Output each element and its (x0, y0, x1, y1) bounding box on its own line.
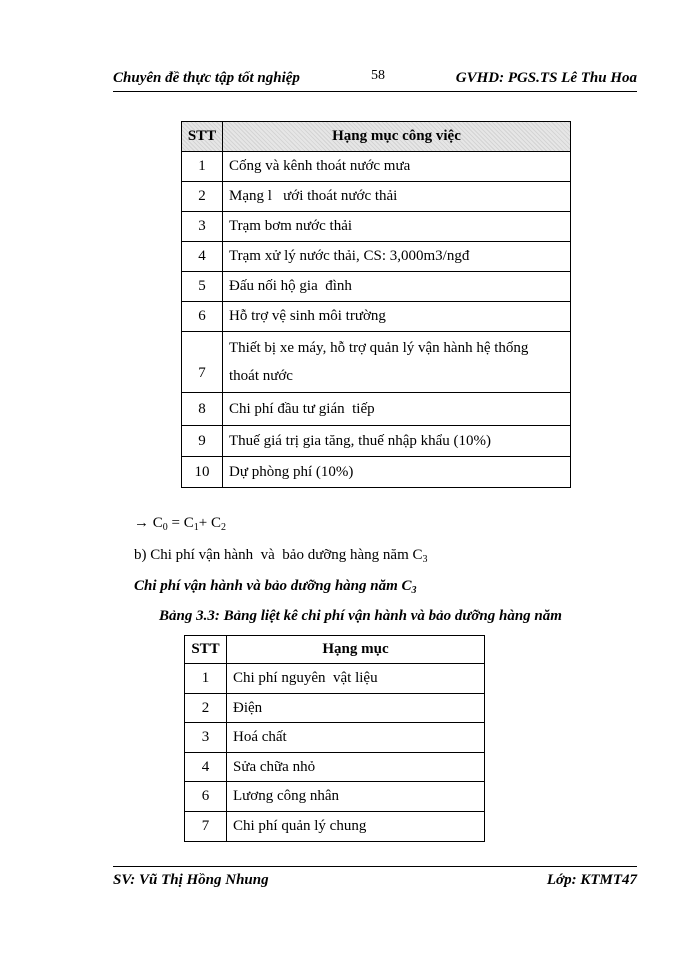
item-cell (223, 332, 571, 393)
item-cell: Chi phí quản lý chung (227, 812, 485, 842)
item-cell: Lương công nhân (227, 782, 485, 812)
item-cell: Hỗ trợ vệ sinh môi trường (223, 302, 571, 332)
item-cell: Đấu nối hộ gia đình (223, 272, 571, 302)
stt-cell: 6 (185, 782, 227, 812)
header-rule (113, 91, 637, 92)
col-stt-header: STT (182, 122, 223, 152)
table-row (182, 302, 571, 332)
stt-cell: 6 (182, 302, 223, 332)
table-row (185, 694, 485, 723)
table-row (182, 212, 571, 242)
item-line-1: Thiết bị xe máy, hỗ trợ quản lý vận hành hệ thống (229, 340, 529, 356)
item-cell: Thuế giá trị gia tăng, thuế nhập khẩu (10%) (223, 426, 571, 457)
table-row (182, 152, 571, 182)
table-row (182, 426, 571, 457)
page-number: 58 (371, 68, 385, 83)
table-row (185, 664, 485, 694)
item-cell: Chi phí nguyên vật liệu (227, 664, 485, 694)
table-row (182, 272, 571, 302)
item-cell: Mạng l ưới thoát nước thải (223, 182, 571, 212)
stt-cell: 4 (185, 753, 227, 782)
footer-student: SV: Vũ Thị Hồng Nhung (113, 872, 269, 888)
stt-cell: 10 (182, 457, 223, 488)
item-cell: Sửa chữa nhỏ (227, 753, 485, 782)
stt-cell: 9 (182, 426, 223, 457)
stt-cell: 3 (182, 212, 223, 242)
col-stt-header: STT (185, 636, 227, 664)
col-item-header: Hạng mục (227, 636, 485, 664)
table-row (182, 332, 571, 393)
stt-cell: 7 (182, 332, 223, 393)
table-row (185, 812, 485, 842)
stt-cell: 8 (182, 393, 223, 426)
page-footer (113, 872, 637, 889)
table-row (182, 393, 571, 426)
arrow-icon: → (134, 515, 149, 531)
stt-cell: 4 (182, 242, 223, 272)
table-header-row (182, 122, 571, 152)
page-header (113, 66, 637, 90)
section-b-heading: b) Chi phí vận hành và bảo dưỡng hàng năm $C_3$ (134, 547, 428, 565)
work-items-table (181, 121, 571, 488)
item-cell: Hoá chất (227, 723, 485, 753)
table-caption: Bảng 3.3: Bảng liệt kê chi phí vận hành và bảo dưỡng hàng năm (159, 608, 562, 624)
table-row (182, 182, 571, 212)
footer-rule (113, 866, 637, 867)
item-cell: Cống và kênh thoát nước mưa (223, 152, 571, 182)
item-line-2: thoát nước (229, 368, 293, 384)
cost-formula: → $C_0 = C_1+ C_2$ (134, 515, 226, 533)
item-cell: Chi phí đầu tư gián tiếp (223, 393, 571, 426)
subheading: Chi phí vận hành và bảo dưỡng hàng năm $C_3$ (134, 578, 417, 596)
stt-cell: 7 (185, 812, 227, 842)
item-cell: Trạm xử lý nước thải, CS: 3,000m3/ngđ (223, 242, 571, 272)
item-cell: Dự phòng phí (10%) (223, 457, 571, 488)
col-item-header: Hạng mục công việc (223, 122, 571, 152)
header-title: Chuyên đề thực tập tốt nghiệp (113, 70, 300, 86)
table-header-row (185, 636, 485, 664)
table-row (185, 782, 485, 812)
item-cell: Điện (227, 694, 485, 723)
stt-cell: 2 (182, 182, 223, 212)
table-row (185, 723, 485, 753)
operating-costs-table (184, 635, 485, 842)
stt-cell: 3 (185, 723, 227, 753)
table-row (182, 242, 571, 272)
stt-cell: 1 (182, 152, 223, 182)
header-advisor: GVHD: PGS.TS Lê Thu Hoa (455, 70, 637, 86)
table-row (182, 457, 571, 488)
footer-class: Lớp: KTMT47 (546, 872, 637, 888)
table-row (185, 753, 485, 782)
stt-cell: 2 (185, 694, 227, 723)
stt-cell: 1 (185, 664, 227, 694)
stt-cell: 5 (182, 272, 223, 302)
item-cell: Trạm bơm nước thải (223, 212, 571, 242)
